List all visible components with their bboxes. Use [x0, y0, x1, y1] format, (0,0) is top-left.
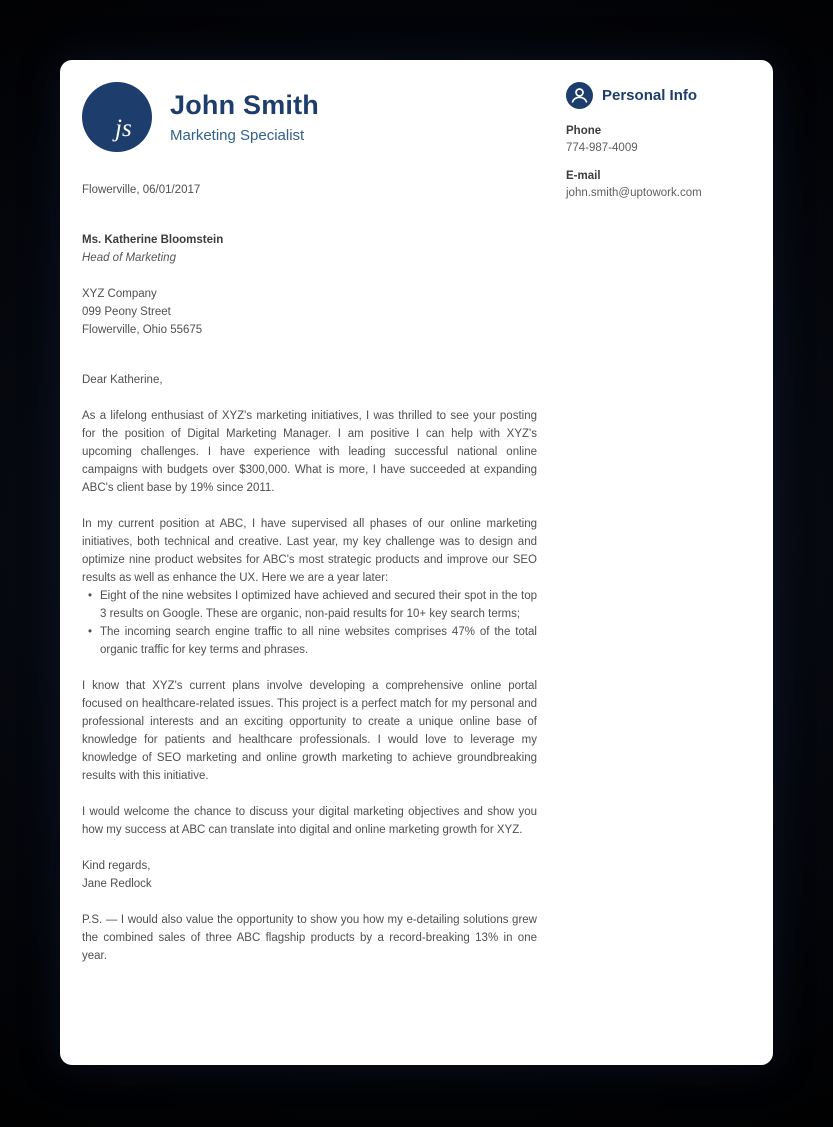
- company-name: XYZ Company: [82, 288, 157, 300]
- paragraph-call-to-action: I would welcome the chance to discuss your digital marketing objectives and show you how my success at ABC can translate into digital and online marketing growth for XYZ.: [82, 806, 537, 836]
- personal-info-heading: [566, 82, 737, 109]
- avatar: [82, 82, 152, 152]
- recipient-block: [82, 231, 537, 339]
- list-item: • Eight of the nine websites I optimized have achieved and secured their spot in the top 3 results on Google. These are organic, non-paid results for 10+ key search terms;: [82, 587, 537, 623]
- company-city: Flowerville, Ohio 55675: [82, 324, 203, 336]
- personal-info-sidebar: [566, 82, 737, 965]
- avatar-initials: js: [115, 115, 132, 142]
- document-columns: [82, 82, 751, 965]
- achievements-list: [82, 587, 537, 659]
- email-label: E-mail: [566, 170, 601, 182]
- phone-value: 774-987-4009: [566, 142, 638, 154]
- person-icon: [566, 82, 593, 109]
- letter-column: [82, 82, 537, 965]
- company-street: 099 Peony Street: [82, 306, 171, 318]
- paragraph-intro: As a lifelong enthusiast of XYZ's marketing initiatives, I was thrilled to see your posting for the position of Digital Marketing Manager. I am positive I can help with XYZ's upcoming challenges. I have experience with leading successful national online campaigns with budgets over $300,000. What is more, I have succeeded at expanding ABC's client base by 19% since 2011.: [82, 410, 537, 494]
- signature-name: Jane Redlock: [82, 878, 152, 890]
- recipient-title: Head of Marketing: [82, 252, 176, 264]
- closing-block: [82, 857, 537, 893]
- paragraph-plans: I know that XYZ's current plans involve developing a comprehensive online portal focused on healthcare-related issues. This project is a perfect match for my personal and professional interests and an exciting opportunity to create a unique online base of knowledge for patients and healthcare professionals. I would love to leverage my knowledge of SEO marketing and online growth marketing to achieve groundbreaking results with this initiative.: [82, 680, 537, 782]
- letter-body: [82, 181, 537, 965]
- dateline: Flowerville, 06/01/2017: [82, 184, 201, 196]
- salutation: Dear Katherine,: [82, 374, 163, 386]
- person-name: John Smith: [170, 89, 319, 120]
- email-value: john.smith@uptowork.com: [566, 187, 702, 199]
- person-job-title: Marketing Specialist: [170, 127, 305, 145]
- list-item: • The incoming search engine traffic to all nine websites comprises 47% of the total organic traffic for key terms and phrases.: [82, 623, 537, 659]
- closing-salutation: Kind regards,: [82, 860, 151, 872]
- phone-label: Phone: [566, 125, 602, 137]
- paragraph-current-position: In my current position at ABC, I have supervised all phases of our online marketing initiatives, both technical and creative. Last year, my key challenge was to design and optimize nine product websites for ABC's most strategic products and improve our SEO results as well as enhance the UX. Here we are a year later:: [82, 518, 537, 584]
- postscript: P.S. — I would also value the opportunity to show you how my e-detailing solutions grew the combined sales of three ABC flagship products by a record-breaking 13% in one year.: [82, 914, 537, 962]
- cover-letter-document: [60, 60, 773, 1065]
- letter-header: [82, 82, 537, 152]
- personal-info-title: Personal Info: [602, 87, 698, 104]
- recipient-name: Ms. Katherine Bloomstein: [82, 234, 224, 246]
- header-text: [170, 90, 319, 144]
- company-address: [82, 285, 537, 339]
